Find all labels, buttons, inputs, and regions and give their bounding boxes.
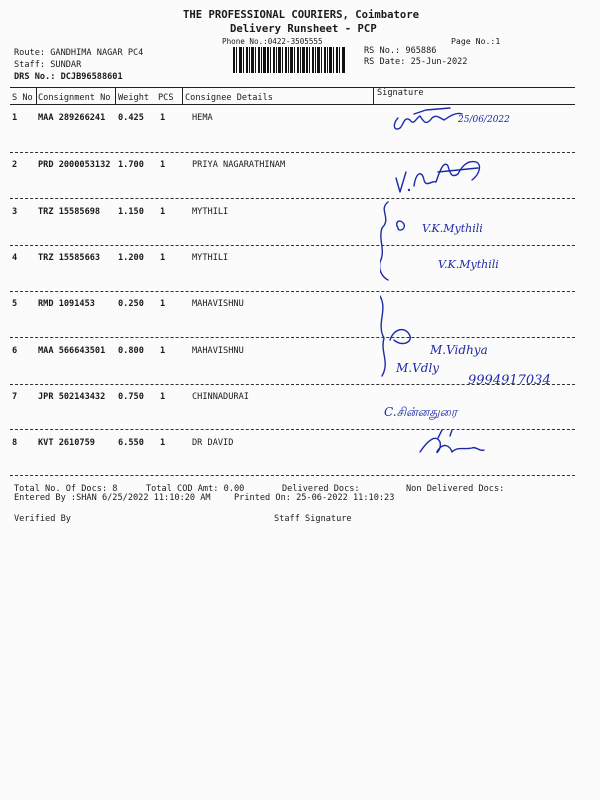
route-label: Route: GANDHIMA NAGAR PC4 bbox=[14, 48, 144, 58]
non-delivered-docs: Non Delivered Docs: bbox=[406, 484, 505, 494]
signature-dot bbox=[408, 189, 410, 191]
signature-stroke bbox=[397, 221, 405, 230]
col-header-sno: S No bbox=[12, 93, 33, 103]
row-sno: 5 bbox=[12, 299, 18, 309]
entered-by: Entered By :SHAN 6/25/2022 11:10:20 AM bbox=[14, 493, 211, 503]
row-sno: 6 bbox=[12, 346, 18, 356]
row-consignee: MAHAVISHNU bbox=[192, 299, 244, 309]
row-consignment: JPR 502143432 bbox=[38, 392, 106, 402]
row-consignment: MAA 566643501 bbox=[38, 346, 106, 356]
col-header-consignment: Consignment No bbox=[38, 93, 111, 103]
signature-stroke bbox=[390, 330, 410, 344]
row-sno: 7 bbox=[12, 392, 18, 402]
page-number: Page No.:1 bbox=[451, 36, 501, 46]
row-weight: 0.250 bbox=[118, 299, 144, 309]
document-title: Delivery Runsheet - PCP bbox=[230, 23, 377, 35]
signature-name: M.Vidhya bbox=[430, 343, 488, 357]
signature-stroke bbox=[420, 438, 484, 452]
row-sno: 1 bbox=[12, 113, 18, 123]
column-divider bbox=[373, 87, 374, 104]
column-divider bbox=[115, 87, 116, 104]
row-consignment: TRZ 15585698 bbox=[38, 207, 101, 217]
row-pcs: 1 bbox=[160, 253, 166, 263]
signature-date: 25/06/2022 bbox=[458, 115, 510, 125]
col-header-pcs: PCS bbox=[158, 93, 174, 103]
signature-stroke bbox=[394, 113, 462, 129]
row-pcs: 1 bbox=[160, 346, 166, 356]
row-weight: 1.200 bbox=[118, 253, 144, 263]
row-weight: 6.550 bbox=[118, 438, 144, 448]
row-consignee: MYTHILI bbox=[192, 253, 229, 263]
row-consignee: CHINNADURAI bbox=[192, 392, 249, 402]
col-header-consignee: Consignee Details bbox=[185, 93, 273, 103]
handwritten-signatures bbox=[380, 100, 580, 480]
column-divider bbox=[36, 87, 37, 104]
signature-stroke bbox=[414, 108, 450, 114]
signature-name: M.Vdly bbox=[396, 361, 440, 375]
rs-date: RS Date: 25-Jun-2022 bbox=[364, 57, 468, 67]
row-sno: 8 bbox=[12, 438, 18, 448]
bracket-stroke bbox=[380, 296, 385, 376]
rs-number: RS No.: 965886 bbox=[364, 46, 437, 56]
total-cod: Total COD Amt: 0.00 bbox=[146, 484, 245, 494]
col-header-weight: Weight bbox=[118, 93, 150, 103]
total-docs: Total No. Of Docs: 8 bbox=[14, 484, 118, 494]
row-weight: 0.750 bbox=[118, 392, 144, 402]
signature-stroke bbox=[438, 168, 478, 172]
verified-by: Verified By bbox=[14, 514, 71, 524]
row-consignee: MYTHILI bbox=[192, 207, 229, 217]
row-consignee: MAHAVISHNU bbox=[192, 346, 244, 356]
row-weight: 0.425 bbox=[118, 113, 144, 123]
row-pcs: 1 bbox=[160, 392, 166, 402]
delivered-docs: Delivered Docs: bbox=[282, 484, 360, 494]
row-weight: 1.700 bbox=[118, 160, 144, 170]
barcode bbox=[233, 47, 345, 73]
drs-number: DRS No.: DCJB96588601 bbox=[14, 72, 123, 82]
signature-name: V.K.Mythili bbox=[422, 222, 483, 235]
row-consignment: MAA 289266241 bbox=[38, 113, 106, 123]
signature-stroke bbox=[414, 162, 479, 186]
bracket-stroke bbox=[380, 202, 388, 280]
row-pcs: 1 bbox=[160, 160, 166, 170]
col-header-signature: Signature bbox=[377, 88, 424, 98]
staff-label: Staff: SUNDAR bbox=[14, 60, 82, 70]
row-weight: 1.150 bbox=[118, 207, 144, 217]
row-weight: 0.800 bbox=[118, 346, 144, 356]
row-pcs: 1 bbox=[160, 299, 166, 309]
staff-signature: Staff Signature bbox=[274, 514, 352, 524]
row-consignee: DR DAVID bbox=[192, 438, 234, 448]
row-pcs: 1 bbox=[160, 438, 166, 448]
row-sno: 3 bbox=[12, 207, 18, 217]
row-sno: 4 bbox=[12, 253, 18, 263]
handwritten-phone: 9994917034 bbox=[468, 373, 551, 388]
row-consignee: HEMA bbox=[192, 113, 213, 123]
row-consignee: PRIYA NAGARATHINAM bbox=[192, 160, 286, 170]
phone-number: Phone No.:0422-3505555 bbox=[222, 37, 323, 46]
row-consignment: RMD 1091453 bbox=[38, 299, 95, 309]
company-name: THE PROFESSIONAL COURIERS, Coimbatore bbox=[183, 9, 419, 21]
row-consignment: TRZ 15585663 bbox=[38, 253, 101, 263]
column-divider bbox=[182, 87, 183, 104]
signature-name: C.சின்னதுரை bbox=[384, 405, 458, 419]
signature-stroke bbox=[438, 430, 452, 438]
table-top-rule bbox=[10, 87, 575, 88]
signature-stroke bbox=[396, 172, 406, 192]
row-pcs: 1 bbox=[160, 113, 166, 123]
row-consignment: KVT 2610759 bbox=[38, 438, 95, 448]
row-sno: 2 bbox=[12, 160, 18, 170]
signature-name: V.K.Mythili bbox=[438, 258, 499, 271]
row-consignment: PRD 2000053132 bbox=[38, 160, 111, 170]
row-pcs: 1 bbox=[160, 207, 166, 217]
printed-on: Printed On: 25-06-2022 11:10:23 bbox=[234, 493, 395, 503]
